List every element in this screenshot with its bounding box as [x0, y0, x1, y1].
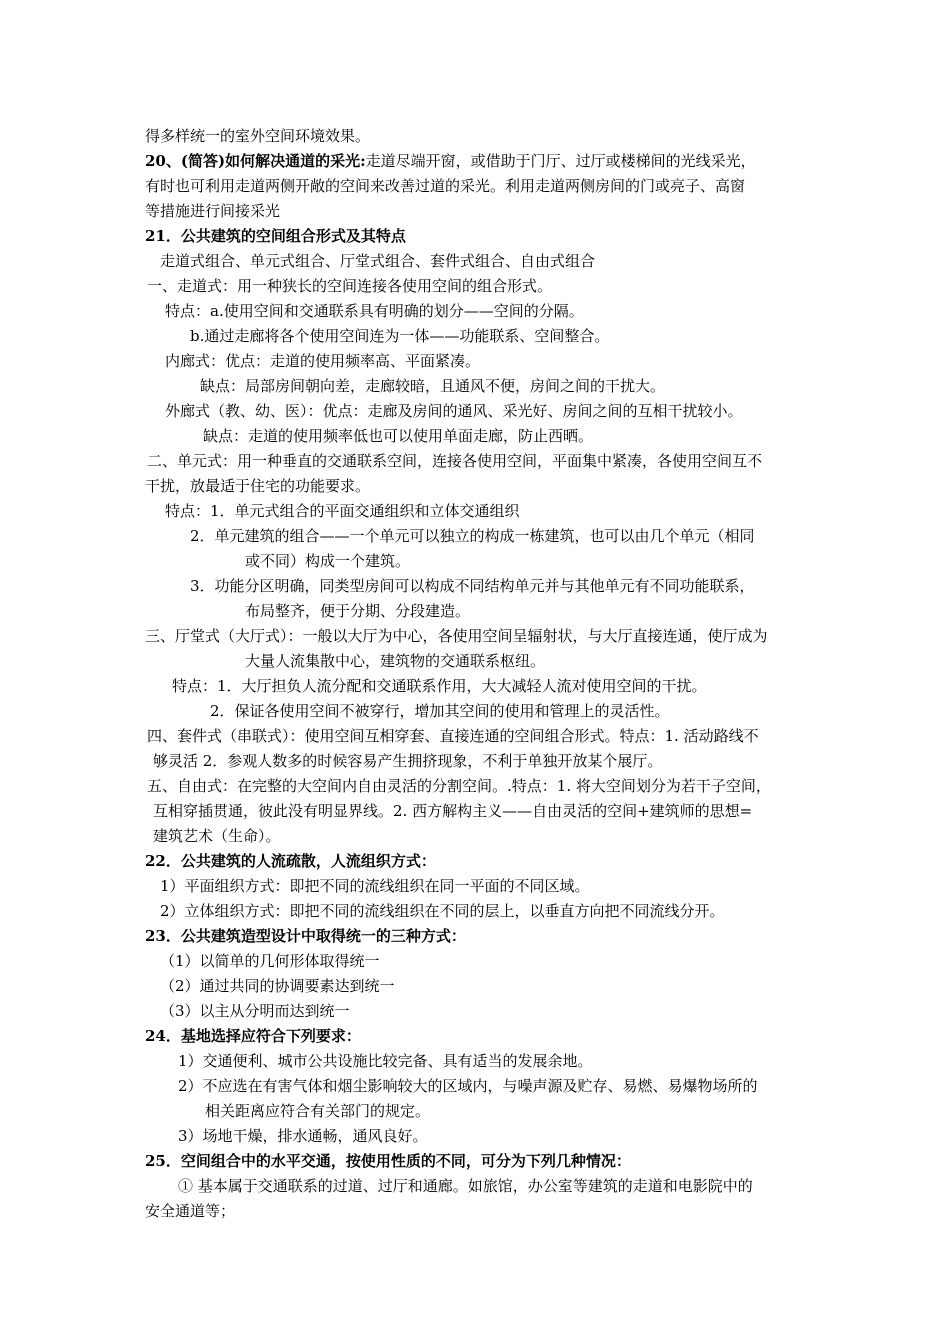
heading-23: 23．公共建筑造型设计中取得统一的三种方式： — [145, 927, 466, 945]
text-line: 干扰，放最适于住宅的功能要求。 — [145, 477, 371, 495]
text-line: 特点：1．单元式组合的平面交通组织和立体交通组织 — [165, 502, 520, 520]
text-line: 互相穿插贯通，彼此没有明显界线。2. 西方解构主义——自由灵活的空间+建筑师的思想= — [153, 802, 753, 820]
text-line: 走道式组合、单元式组合、厅堂式组合、套件式组合、自由式组合 — [160, 252, 596, 270]
heading-21: 21．公共建筑的空间组合形式及其特点 — [145, 227, 406, 245]
text-line: 1）平面组织方式：即把不同的流线组织在同一平面的不同区域。 — [160, 877, 590, 895]
text-line: 布局整齐，便于分期、分段建造。 — [245, 602, 471, 620]
heading-22: 22．公共建筑的人流疏散，人流组织方式： — [145, 852, 436, 870]
text-line: 特点：a.使用空间和交通联系具有明确的划分——空间的分隔。 — [165, 302, 584, 320]
text-line: 够灵活 2．参观人数多的时候容易产生拥挤现象，不利于单独开放某个展厅。 — [153, 752, 663, 770]
text-line: 2）立体组织方式：即把不同的流线组织在不同的层上，以垂直方向把不同流线分开。 — [160, 902, 725, 920]
text-line: 内廊式：优点：走道的使用频率高、平面紧凑。 — [165, 352, 481, 370]
question-20 — [145, 149, 815, 173]
text-line: （3）以主从分明而达到统一 — [160, 1002, 350, 1020]
text-line: 相关距离应符合有关部门的规定。 — [205, 1102, 431, 1120]
text-line: 2）不应选在有害气体和烟尘影响较大的区域内，与噪声源及贮存、易燃、易爆物场所的 — [178, 1077, 758, 1095]
text-line: 二、单元式：用一种垂直的交通联系空间，连接各使用空间，平面集中紧凑，各使用空间互不 — [147, 452, 763, 470]
text-line: 缺点：走道的使用频率低也可以使用单面走廊，防止西晒。 — [203, 427, 594, 445]
text-line: 三、厅堂式（大厅式）：一般以大厅为中心，各使用空间呈辐射状，与大厅直接连通，使厅成为 — [145, 627, 768, 645]
text-line: （1）以简单的几何形体取得统一 — [160, 952, 380, 970]
text-line: 3．功能分区明确，同类型房间可以构成不同结构单元并与其他单元有不同功能联系， — [190, 577, 755, 595]
text-line: 1）交通便利、城市公共设施比较完备、具有适当的发展余地。 — [178, 1052, 593, 1070]
text-line: 大量人流集散中心，建筑物的交通联系枢纽。 — [245, 652, 546, 670]
heading-25: 25．空间组合中的水平交通，按使用性质的不同，可分为下列几种情况： — [145, 1152, 631, 1170]
text-line: 四、套件式（串联式）：使用空间互相穿套、直接连通的空间组合形式。特点：1. 活动路线不 — [147, 727, 759, 745]
text-line: 安全通道等； — [145, 1202, 236, 1220]
heading-24: 24．基地选择应符合下列要求： — [145, 1027, 361, 1045]
text-line: 特点：1．大厅担负人流分配和交通联系作用，大大减轻人流对使用空间的干扰。 — [172, 677, 707, 695]
text-line: 2．保证各使用空间不被穿行，增加其空间的使用和管理上的灵活性。 — [210, 702, 670, 720]
text-line: 一、走道式：用一种狭长的空间连接各使用空间的组合形式。 — [147, 277, 553, 295]
text-line: 等措施进行间接采光 — [145, 202, 281, 220]
text-line: 或不同）构成一个建筑。 — [245, 552, 411, 570]
text-line: 有时也可利用走道两侧开敞的空间来改善过道的采光。利用走道两侧房间的门或亮子、高窗 — [145, 177, 746, 195]
text-line: 建筑艺术（生命）。 — [153, 827, 281, 845]
text-line: ① 基本属于交通联系的过道、过厅和通廊。如旅馆，办公室等建筑的走道和电影院中的 — [178, 1177, 753, 1195]
text-line: （2）通过共同的协调要素达到统一 — [160, 977, 395, 995]
text-line: 五、自由式：在完整的大空间内自由灵活的分割空间。.特点：1. 将大空间划分为若干子空间， — [147, 777, 771, 795]
question-20-text: 走道尽端开窗，或借助于门厅、过厅或楼梯间的光线采光， — [365, 152, 756, 170]
text-line: 2．单元建筑的组合——一个单元可以独立的构成一栋建筑，也可以由几个单元（相同 — [190, 527, 755, 545]
text-line: 外廊式（教、幼、医）：优点：走廊及房间的通风、采光好、房间之间的互相干扰较小。 — [165, 402, 743, 420]
text-line: 得多样统一的室外空间环境效果。 — [145, 127, 371, 145]
question-20-label: 20、(简答)如何解决通道的采光: — [145, 152, 366, 170]
text-line: b.通过走廊将各个使用空间连为一体——功能联系、空间整合。 — [190, 327, 610, 345]
text-line: 3）场地干燥，排水通畅，通风良好。 — [178, 1127, 428, 1145]
text-line: 缺点：局部房间朝向差，走廊较暗，且通风不便，房间之间的干扰大。 — [200, 377, 666, 395]
